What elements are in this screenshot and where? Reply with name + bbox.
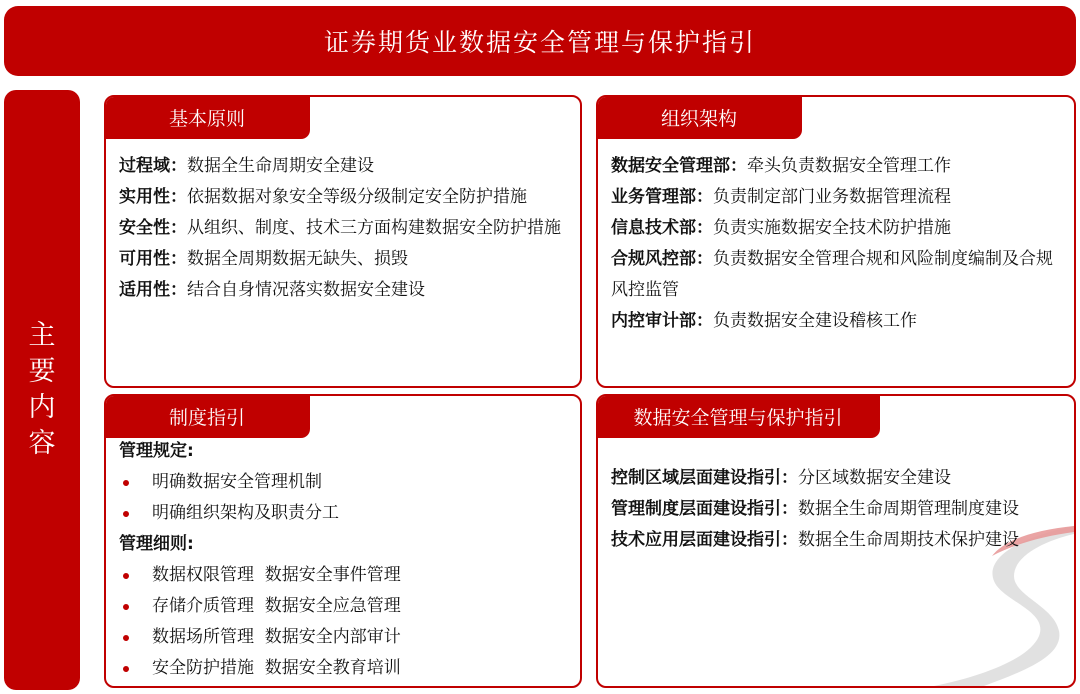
- system-tab: 制度指引: [104, 394, 310, 438]
- principles-list: [119, 151, 566, 306]
- item-text: 数据全生命周期安全建设: [187, 156, 374, 176]
- organization-panel: [596, 95, 1076, 388]
- side-label-bar: [4, 90, 80, 690]
- organization-list: [611, 151, 1060, 337]
- org-item: [611, 213, 1060, 244]
- item-text: 牵头负责数据安全管理工作: [747, 156, 951, 176]
- item-text: 负责制定部门业务数据管理流程: [713, 187, 951, 207]
- item-text: 负责数据安全建设稽核工作: [713, 311, 917, 331]
- detail-item: [119, 560, 566, 591]
- side-label-char: 内: [28, 392, 56, 423]
- item-text: 负责实施数据安全技术防护措施: [713, 218, 951, 238]
- bullet-dot-icon: [123, 666, 129, 672]
- item-key: 过程域：: [119, 156, 187, 176]
- rules-heading: 管理规定:: [119, 441, 194, 461]
- rule-text: 明确数据安全管理机制: [152, 472, 322, 492]
- guide-item: [611, 525, 1060, 556]
- banner: [4, 6, 1076, 76]
- bullet-dot-icon: [123, 573, 129, 579]
- item-text: 数据全生命周期管理制度建设: [798, 499, 1019, 519]
- bullet-dot-icon: [123, 480, 129, 486]
- org-item: [611, 151, 1060, 182]
- org-item: [611, 182, 1060, 213]
- detail-item: [119, 653, 566, 684]
- guide-list: [611, 463, 1060, 556]
- system-list: [119, 436, 566, 684]
- rule-item: [119, 467, 566, 498]
- detail-item: [119, 622, 566, 653]
- principle-item: [119, 213, 566, 244]
- item-key: 合规风控部：: [611, 249, 713, 269]
- item-key: 安全性：: [119, 218, 187, 238]
- guide-item: [611, 463, 1060, 494]
- page-title: 证券期货业数据安全管理与保护指引: [323, 28, 756, 57]
- principles-panel: [104, 95, 582, 388]
- guide-panel: [596, 394, 1076, 688]
- item-text: 结合自身情况落实数据安全建设: [187, 280, 425, 300]
- item-text: 依据数据对象安全等级分级制定安全防护措施: [187, 187, 527, 207]
- item-key: 控制区域层面建设指引：: [611, 468, 798, 488]
- item-key: 实用性：: [119, 187, 187, 207]
- side-label-char: 容: [28, 428, 56, 459]
- item-key: 可用性：: [119, 249, 187, 269]
- detail-text: 存储介质管理 数据安全应急管理: [152, 596, 401, 616]
- guide-tab: 数据安全管理与保护指引: [596, 394, 880, 438]
- principle-item: [119, 182, 566, 213]
- principles-tab: 基本原则: [104, 95, 310, 139]
- item-key: 信息技术部：: [611, 218, 713, 238]
- item-key: 技术应用层面建设指引：: [611, 530, 798, 550]
- rule-text: 明确组织架构及职责分工: [152, 503, 339, 523]
- organization-tab: 组织架构: [596, 95, 802, 139]
- details-heading: 管理细则:: [119, 534, 194, 554]
- item-key: 数据安全管理部：: [611, 156, 747, 176]
- rule-item: [119, 498, 566, 529]
- item-text: 数据全生命周期技术保护建设: [798, 530, 1019, 550]
- detail-text: 数据场所管理 数据安全内部审计: [152, 627, 401, 647]
- org-item: [611, 244, 1060, 306]
- item-key: 适用性：: [119, 280, 187, 300]
- principle-item: [119, 244, 566, 275]
- detail-item: [119, 591, 566, 622]
- item-text: 数据全周期数据无缺失、损毁: [187, 249, 408, 269]
- item-text: 从组织、制度、技术三方面构建数据安全防护措施: [187, 218, 561, 238]
- system-panel: [104, 394, 582, 688]
- org-item: [611, 306, 1060, 337]
- detail-text: 数据权限管理 数据安全事件管理: [152, 565, 401, 585]
- bullet-dot-icon: [123, 635, 129, 641]
- item-text: 分区域数据安全建设: [798, 468, 951, 488]
- guide-item: [611, 494, 1060, 525]
- item-key: 管理制度层面建设指引：: [611, 499, 798, 519]
- side-label-char: 主: [28, 320, 56, 351]
- side-label-char: 要: [28, 356, 56, 387]
- detail-text: 安全防护措施 数据安全教育培训: [152, 658, 401, 678]
- principle-item: [119, 275, 566, 306]
- principle-item: [119, 151, 566, 182]
- item-text: 负责数据安全管理合规和风险制度编制及合规风控监管: [611, 249, 1053, 300]
- bullet-dot-icon: [123, 511, 129, 517]
- item-key: 内控审计部：: [611, 311, 713, 331]
- item-key: 业务管理部：: [611, 187, 713, 207]
- bullet-dot-icon: [123, 604, 129, 610]
